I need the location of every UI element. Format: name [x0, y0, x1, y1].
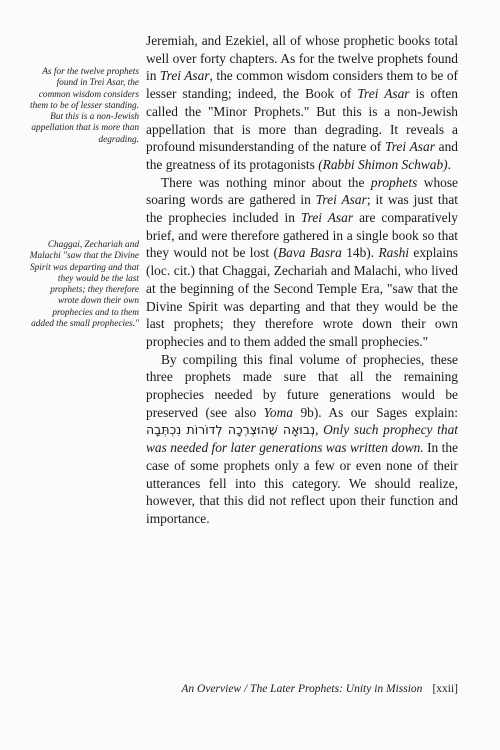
running-head: An Overview / The Later Prophets: Unity in Mission	[181, 683, 423, 695]
text-run: By compiling this final volume of prophecies, these three prophets made sure that all the remaining prophecies needed by future generations would be preserved (see also	[146, 351, 458, 420]
text-run: .	[447, 156, 451, 172]
italic-term: Trei Asar	[159, 68, 210, 84]
italic-term: Trei Asar	[357, 86, 410, 102]
italic-citation: Yoma	[263, 404, 293, 420]
italic-term: prophets	[370, 174, 418, 190]
margin-note-text: Chaggai, Zechariah and Malachi "saw that the Divine Spirit was departing and that they would be the last prophets; they therefore wrote down their own prophecies and to them added the small prophecies."	[29, 240, 139, 330]
main-text-column	[146, 32, 458, 528]
text-run: Jeremiah, and Ezekiel, all of whose prophetic books total well over forty chapters. As for the twelve prophets found in	[146, 33, 458, 84]
text-run: ; it was just that the prophecies included in	[146, 192, 458, 226]
italic-term: Trei Asar	[315, 192, 367, 208]
margin-note-last-prophets	[28, 240, 139, 330]
italic-term: Trei Asar	[385, 139, 435, 155]
italic-term: Trei Asar	[300, 210, 354, 226]
text-run: whose soaring words are gathered in	[146, 174, 458, 208]
text-run: and the greatness of its protagonists	[146, 139, 459, 172]
page-footer	[146, 683, 458, 695]
text-run: In the case of some prophets only a few or even none of their utterances fell into this category. We should realize, however, that this did not reflect upon their function and importance.	[146, 440, 458, 526]
paragraph-1	[146, 32, 458, 174]
text-run: , the common wisdom considers them to be of lesser standing; indeed, the Book of	[146, 68, 458, 102]
italic-citation: (Rabbi Shimon Schwab)	[318, 156, 448, 172]
text-run: explains (loc. cit.) that Chaggai, Zechariah and Malachi, who lived at the beginning of the Second Temple Era, "saw that the Divine Spirit was departing and that they would be the last prophets; they therefore wrote down their own prophecies and to them added the small prophecies."	[146, 245, 458, 349]
italic-term: Rashi	[378, 245, 409, 261]
text-run: are comparatively brief, and were therefore gathered in a single book so that they would not be lost (	[146, 210, 459, 261]
paragraph-3	[146, 351, 458, 528]
paragraph-2	[146, 174, 458, 351]
italic-translation: Only such prophecy that was needed for later generations was written down.	[146, 422, 458, 456]
page-number: [xxii]	[432, 683, 458, 695]
italic-citation: Bava Basra	[277, 245, 342, 261]
margin-note-text: As for the twelve prophets found in Trei Asar, the common wisdom considers them to be of lesser standing. But this is a non-Jewish appellation that is more than degrading.	[30, 67, 139, 145]
text-run: ,	[315, 422, 324, 438]
hebrew-quote: נְבוּאָה שֶׁהוּצְרְכָה לְדוֹרוֹת נִכְתְּבָה	[146, 422, 316, 438]
text-run: 9b). As our Sages explain:	[292, 404, 458, 420]
margin-note-twelve-prophets	[28, 67, 139, 146]
text-run: 14b).	[341, 245, 379, 261]
text-run: There was nothing minor about the	[161, 174, 371, 190]
text-run: is often called the "Minor Prophets." But this is a non-Jewish appellation that is more than degrading. It reveals a profound misunderstanding of the nature of	[146, 86, 458, 155]
